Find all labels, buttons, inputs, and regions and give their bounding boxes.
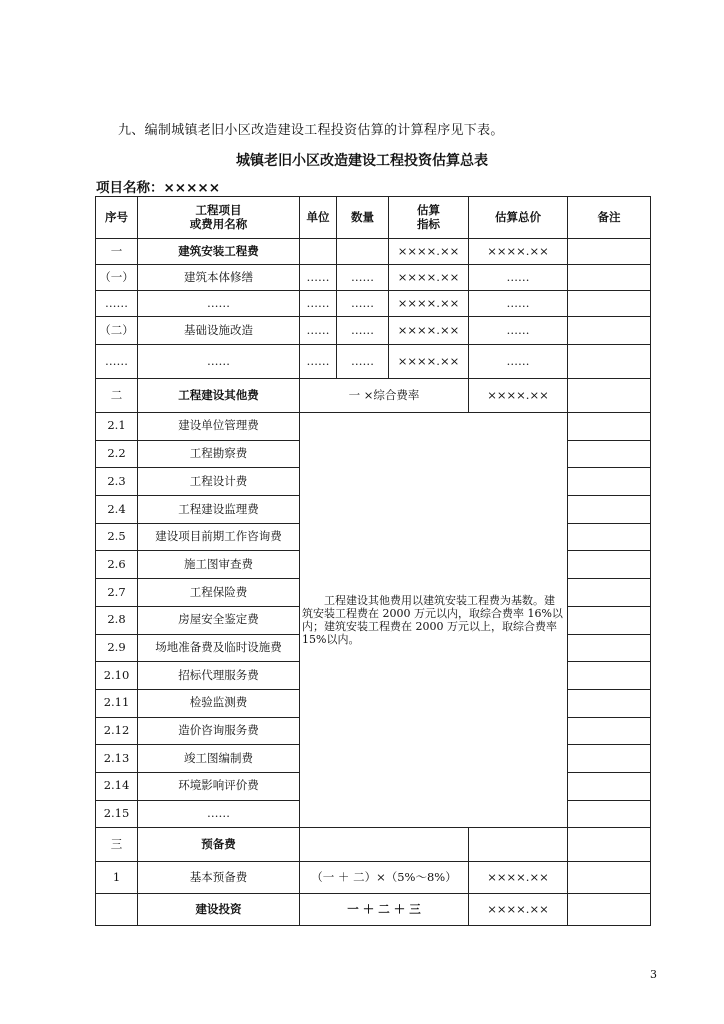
cell-name: 建设单位管理费: [138, 413, 300, 441]
header-item-line2: 或费用名称: [189, 216, 248, 231]
header-seq: 序号: [96, 197, 138, 239]
cell-seq: 三: [96, 828, 138, 862]
cell-remark: [568, 291, 651, 317]
other-fees-note: 工程建设其他费用以建筑安装工程费为基数。建筑安装工程费在 2000 万元以内，取综合费率 16%以内；建筑安装工程费在 2000 万元以上，取综合费率 15%以内。: [300, 413, 568, 828]
cell-name: 房屋安全鉴定费: [138, 606, 300, 634]
cell-seq: 2.3: [96, 468, 138, 496]
cell-seq: 2.9: [96, 634, 138, 662]
cell-name: 施工图审查费: [138, 551, 300, 579]
cell-name: 检验监测费: [138, 689, 300, 717]
cell-remark: [568, 772, 651, 800]
cell-seq: 2.12: [96, 717, 138, 745]
cell-name: 预备费: [138, 828, 300, 862]
cell-seq: ……: [96, 345, 138, 379]
table-row: [96, 413, 651, 441]
table-row: [96, 291, 651, 317]
cell-unit: ……: [300, 345, 337, 379]
cell-total: ××××.××: [469, 862, 568, 894]
cell-formula: （一 ＋ 二）×（5%～8%）: [300, 862, 469, 894]
cell-name: 建筑安装工程费: [138, 239, 300, 265]
cell-name: 工程保险费: [138, 579, 300, 607]
cell-name: 建筑本体修缮: [138, 265, 300, 291]
cell-remark: [568, 265, 651, 291]
cell-remark: [568, 579, 651, 607]
intro-text: 九、编制城镇老旧小区改造建设工程投资估算的计算程序见下表。: [118, 123, 504, 138]
cell-name: 基础设施改造: [138, 317, 300, 345]
table-row: [96, 317, 651, 345]
header-item-line1: 工程项目: [195, 202, 242, 217]
page-number: 3: [650, 968, 657, 981]
cell-seq: [96, 894, 138, 926]
cell-remark: [568, 413, 651, 441]
cell-formula: [300, 828, 469, 862]
cell-qty: ……: [337, 265, 389, 291]
estimate-table: [95, 196, 651, 926]
cell-qty: ……: [337, 291, 389, 317]
cell-remark: [568, 317, 651, 345]
cell-unit: [300, 239, 337, 265]
other-fees-row: [96, 379, 651, 413]
cell-formula: 一 ＋ 二 ＋ 三: [300, 894, 469, 926]
cell-index: ××××.××: [389, 291, 469, 317]
cell-seq: 2.2: [96, 440, 138, 468]
cell-qty: ……: [337, 317, 389, 345]
cell-remark: [568, 379, 651, 413]
cell-index: ××××.××: [389, 317, 469, 345]
cell-seq: 2.10: [96, 662, 138, 690]
cell-seq: （一）: [96, 265, 138, 291]
cell-name: 工程建设监理费: [138, 496, 300, 524]
cell-unit: ……: [300, 265, 337, 291]
cell-name: 工程勘察费: [138, 440, 300, 468]
cell-remark: [568, 717, 651, 745]
cell-remark: [568, 440, 651, 468]
cell-seq: 一: [96, 239, 138, 265]
cell-name: 基本预备费: [138, 862, 300, 894]
cell-remark: [568, 468, 651, 496]
cell-remark: [568, 634, 651, 662]
cell-seq: 2.7: [96, 579, 138, 607]
cell-seq: 2.14: [96, 772, 138, 800]
cell-remark: [568, 689, 651, 717]
cell-index: ××××.××: [389, 345, 469, 379]
cell-name: 建设项目前期工作咨询费: [138, 523, 300, 551]
reserve-row: [96, 828, 651, 862]
cell-seq: ……: [96, 291, 138, 317]
cell-name: 招标代理服务费: [138, 662, 300, 690]
cell-unit: ……: [300, 291, 337, 317]
header-total: 估算总价: [469, 197, 568, 239]
cell-total: ……: [469, 291, 568, 317]
cell-remark: [568, 523, 651, 551]
cell-name: ……: [138, 800, 300, 828]
table-title: 城镇老旧小区改造建设工程投资估算总表: [236, 153, 488, 169]
basic-reserve-row: [96, 862, 651, 894]
header-unit: 单位: [300, 197, 337, 239]
cell-name: 工程设计费: [138, 468, 300, 496]
cell-total: ……: [469, 345, 568, 379]
cell-formula: 一 ×综合费率: [300, 379, 469, 413]
table-row: [96, 345, 651, 379]
cell-seq: 2.8: [96, 606, 138, 634]
cell-name: 造价咨询服务费: [138, 717, 300, 745]
cell-remark: [568, 551, 651, 579]
cell-name: 场地准备费及临时设施费: [138, 634, 300, 662]
cell-seq: 二: [96, 379, 138, 413]
cell-index: ××××.××: [389, 265, 469, 291]
table-row: [96, 239, 651, 265]
cell-remark: [568, 745, 651, 773]
cell-seq: 2.4: [96, 496, 138, 524]
cell-index: ××××.××: [389, 239, 469, 265]
cell-name: 建设投资: [138, 894, 300, 926]
cell-remark: [568, 894, 651, 926]
cell-total: ××××.××: [469, 379, 568, 413]
header-estimate: [389, 197, 469, 239]
cell-remark: [568, 239, 651, 265]
cell-name: 工程建设其他费: [138, 379, 300, 413]
cell-qty: ……: [337, 345, 389, 379]
cell-name: ……: [138, 345, 300, 379]
header-item: [138, 197, 300, 239]
cell-seq: 2.15: [96, 800, 138, 828]
cell-name: 竣工图编制费: [138, 745, 300, 773]
cell-qty: [337, 239, 389, 265]
cell-seq: 2.6: [96, 551, 138, 579]
investment-row: [96, 894, 651, 926]
header-remark: 备注: [568, 197, 651, 239]
cell-total: ××××.××: [469, 894, 568, 926]
cell-total: ××××.××: [469, 239, 568, 265]
cell-remark: [568, 496, 651, 524]
cell-unit: ……: [300, 317, 337, 345]
header-qty: 数量: [337, 197, 389, 239]
cell-total: [469, 828, 568, 862]
cell-seq: （二）: [96, 317, 138, 345]
cell-seq: 1: [96, 862, 138, 894]
header-estimate-line1: 估算: [417, 202, 440, 217]
cell-remark: [568, 800, 651, 828]
cell-name: 环境影响评价费: [138, 772, 300, 800]
cell-remark: [568, 662, 651, 690]
cell-remark: [568, 606, 651, 634]
header-estimate-line2: 指标: [417, 216, 440, 231]
table-row: [96, 265, 651, 291]
cell-total: ……: [469, 317, 568, 345]
cell-remark: [568, 345, 651, 379]
cell-name: ……: [138, 291, 300, 317]
cell-seq: 2.11: [96, 689, 138, 717]
cell-seq: 2.13: [96, 745, 138, 773]
cell-remark: [568, 862, 651, 894]
cell-total: ……: [469, 265, 568, 291]
cell-seq: 2.1: [96, 413, 138, 441]
header-row: [96, 197, 651, 239]
project-name: 项目名称：×××××: [96, 180, 221, 196]
cell-remark: [568, 828, 651, 862]
cell-seq: 2.5: [96, 523, 138, 551]
